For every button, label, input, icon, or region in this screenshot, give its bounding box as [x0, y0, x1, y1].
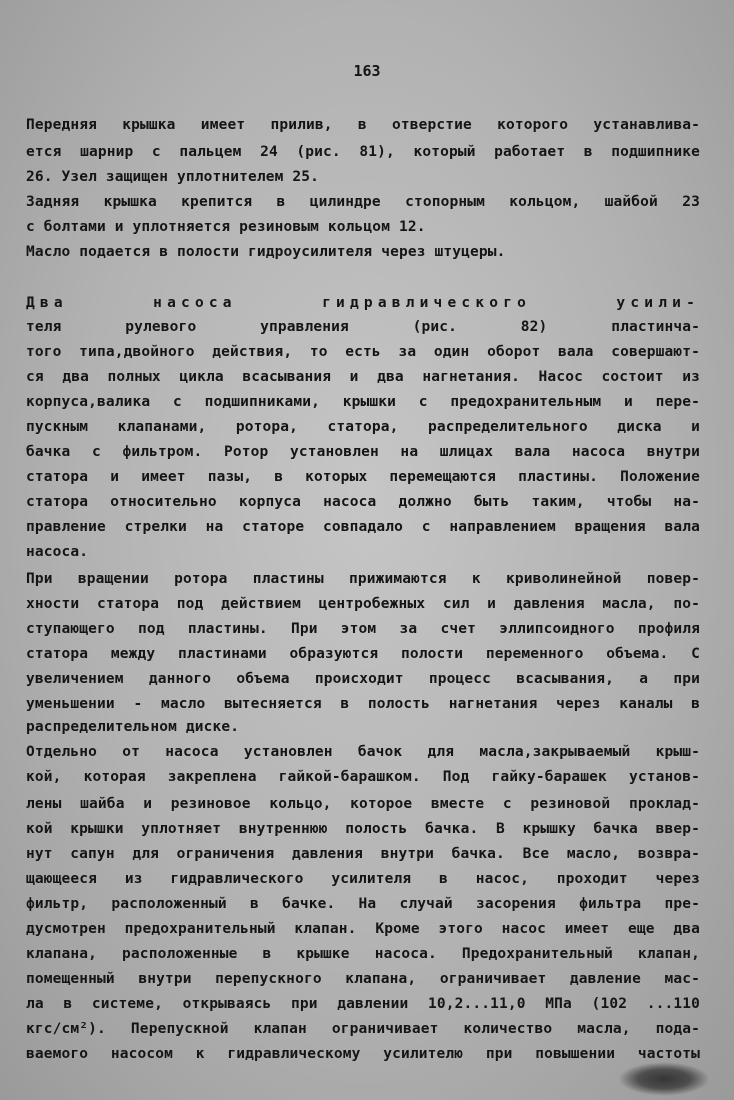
text-line: кой крышки уплотняет внутреннюю полость бачка. В крышку бачка ввер- — [26, 821, 700, 837]
text-line: насоса. — [26, 544, 89, 560]
text-line: статора между пластинами образуются полости переменного объема. С — [26, 646, 700, 662]
text-line: ла в системе, открываясь при давлении 10,2...11,0 МПа (102 ...110 — [26, 996, 700, 1012]
text-line: Масло подается в полости гидроусилителя через штуцеры. — [26, 244, 506, 260]
text-line: бачка с фильтром. Ротор установлен на шлицах вала насоса внутри — [26, 444, 700, 460]
text-line: Передняя крышка имеет прилив, в отверстие которого устанавлива- — [26, 117, 700, 133]
text-line: При вращении ротора пластины прижимаются к криволинейной повер- — [26, 571, 700, 587]
text-line: Задняя крышка крепится в цилиндре стопорным кольцом, шайбой 23 — [26, 194, 700, 210]
text-line: хности статора под действием центробежных сил и давления масла, по- — [26, 596, 700, 612]
text-line: уменьшении - масло вытесняется в полость нагнетания через каналы в — [26, 696, 700, 712]
text-line: с болтами и уплотняется резиновым кольцом 12. — [26, 219, 426, 235]
text-line: Отдельно от насоса установлен бачок для масла,закрываемый крыш- — [26, 744, 700, 760]
text-line: ся два полных цикла всасывания и два нагнетания. Насос состоит из — [26, 369, 700, 385]
section-heading-line: теля рулевого управления (рис. 82) пластинча- — [26, 319, 700, 335]
text-line: 26. Узел защищен уплотнителем 25. — [26, 169, 320, 185]
text-line: ваемого насосом к гидравлическому усилителю при повышении частоты — [26, 1046, 700, 1062]
text-line: дусмотрен предохранительный клапан. Кроме этого насос имеет еще два — [26, 921, 700, 937]
text-line: распределительном диске. — [26, 719, 240, 735]
text-line: корпуса,валика с подшипниками, крышки с предохранительным и пере- — [26, 394, 700, 410]
text-line: правление стрелки на статоре совпадало с направлением вращения вала — [26, 519, 700, 535]
text-line: кгс/см²). Перепускной клапан ограничивает количество масла, пода- — [26, 1021, 700, 1037]
text-line: щающееся из гидравлического усилителя в насос, проходит через — [26, 871, 700, 887]
text-line: пускным клапанами, ротора, статора, распределительного диска и — [26, 419, 700, 435]
text-line: ется шарнир с пальцем 24 (рис. 81), который работает в подшипнике — [26, 144, 700, 160]
text-line: того типа,двойного действия, то есть за один оборот вала совершают- — [26, 344, 700, 360]
text-line: ступающего под пластины. При этом за счет эллипсоидного профиля — [26, 621, 700, 637]
text-line: увеличением данного объема происходит процесс всасывания, а при — [26, 671, 700, 687]
section-heading-line: Два насоса гидравлического усили- — [26, 295, 700, 311]
text-line: клапана, расположенные в крышке насоса. Предохранительный клапан, — [26, 946, 700, 962]
text-line: помещенный внутри перепускного клапана, ограничивает давление мас- — [26, 971, 700, 987]
page-number: 163 — [353, 62, 381, 80]
text-line: статора относительно корпуса насоса должно быть таким, чтобы на- — [26, 494, 700, 510]
ink-smudge — [618, 1062, 710, 1096]
text-line: лены шайба и резиновое кольцо, которое вместе с резиновой проклад- — [26, 796, 700, 812]
text-line: нут сапун для ограничения давления внутри бачка. Все масло, возвра- — [26, 846, 700, 862]
text-line: статора и имеет пазы, в которых перемещаются пластины. Положение — [26, 469, 700, 485]
text-line: кой, которая закреплена гайкой-барашком. Под гайку-барашек установ- — [26, 769, 700, 785]
text-line: фильтр, расположенный в бачке. На случай засорения фильтра пре- — [26, 896, 700, 912]
